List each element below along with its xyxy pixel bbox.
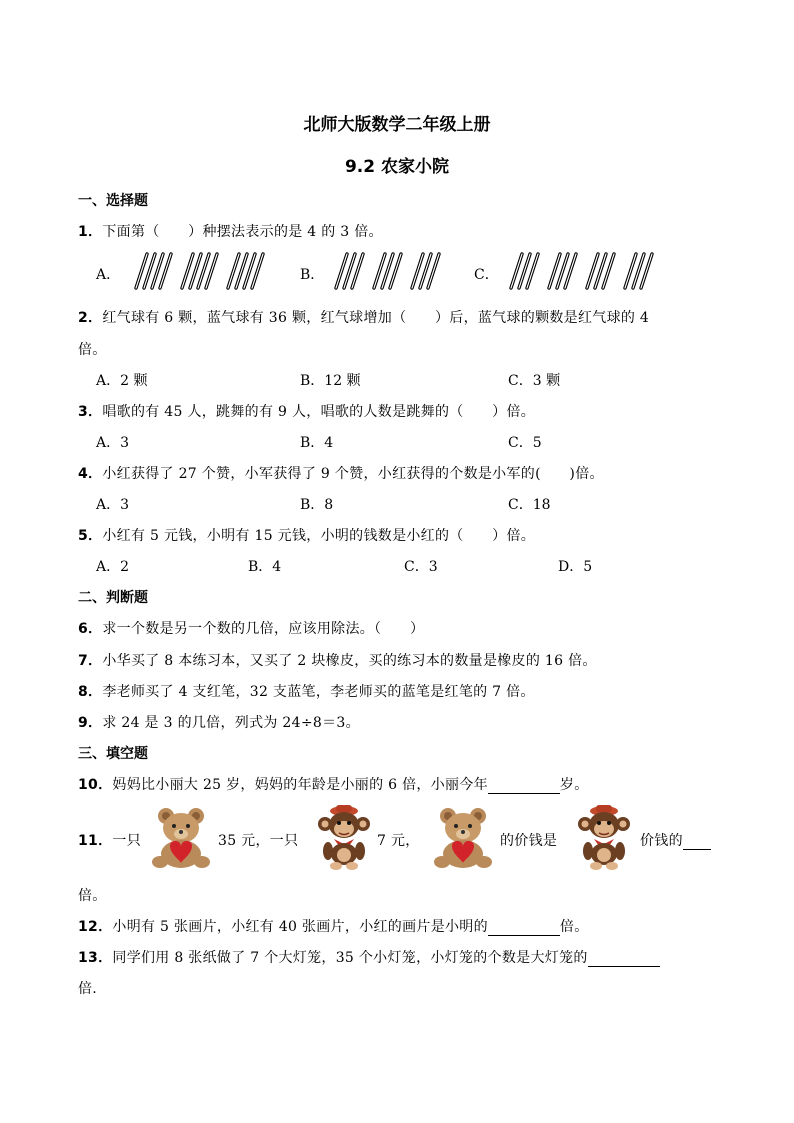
question-text: 妈妈比小丽大 25 岁，妈妈的年龄是小丽的 6 倍，小丽今年 <box>112 777 488 793</box>
sticks-option-a <box>130 250 290 292</box>
option-a: A．3 <box>96 497 130 513</box>
option-b-label: B． <box>300 267 325 283</box>
section-heading-judge: 二、判断题 <box>78 590 148 606</box>
option-a: A．2 <box>96 559 130 575</box>
question-number: 4． <box>78 466 103 482</box>
option-a: A．2 颗 <box>96 373 148 389</box>
question-4 <box>78 463 604 483</box>
question-number: 9． <box>78 715 103 731</box>
option-c: C．3 颗 <box>508 373 561 389</box>
sticks-option-c <box>505 250 690 292</box>
question-text: 求一个数是另一个数的几倍，应该用除法。（ ） <box>102 621 425 637</box>
option-c: C．18 <box>508 497 551 513</box>
question-number: 6． <box>78 621 103 637</box>
answer-blank[interactable] <box>488 778 560 794</box>
question-2 <box>78 307 649 327</box>
teddy-bear-image <box>432 806 494 870</box>
question-text: 唱歌的有 45 人，跳舞的有 9 人，唱歌的人数是跳舞的（ ）倍。 <box>102 404 536 420</box>
question-text: 同学们用 8 张纸做了 7 个大灯笼，35 个小灯笼，小灯笼的个数是大灯笼的 <box>112 950 588 966</box>
question-number: 13． <box>78 950 113 966</box>
question-number: 1． <box>78 224 103 240</box>
answer-blank[interactable] <box>683 834 711 850</box>
question-11-cont: 倍。 <box>78 888 107 904</box>
question-number: 7． <box>78 653 103 669</box>
question-11-end: 价钱的 <box>640 830 711 850</box>
question-11-middle: 的价钱是 <box>500 833 558 849</box>
teddy-bear-image <box>150 806 212 870</box>
question-2-cont: 倍。 <box>78 342 107 358</box>
option-a-label: A． <box>96 267 121 283</box>
question-13-cont: 倍. <box>78 981 98 997</box>
question-12 <box>78 916 589 936</box>
question-text: 小华买了 8 本练习本，又买了 2 块橡皮，买的练习本的数量是橡皮的 16 倍。 <box>102 653 597 669</box>
question-text: 小明有 5 张画片，小红有 40 张画片，小红的画片是小明的 <box>112 919 488 935</box>
question-11-number: 11．一只 <box>78 833 141 849</box>
section-heading-choice: 一、选择题 <box>78 193 148 209</box>
option-c: C．5 <box>508 435 542 451</box>
section-heading-fill: 三、填空题 <box>78 746 148 762</box>
question-10 <box>78 774 589 794</box>
question-number: 3． <box>78 404 103 420</box>
option-c: C．3 <box>404 559 438 575</box>
question-11-price-bear: 35 元，一只 <box>218 833 299 849</box>
option-b: B．8 <box>300 497 334 513</box>
answer-blank[interactable] <box>488 920 560 936</box>
question-text-tail: 倍。 <box>559 919 589 935</box>
question-number: 10． <box>78 777 113 793</box>
option-a: A．3 <box>96 435 130 451</box>
question-text: 小红获得了 27 个赞，小军获得了 9 个赞，小红获得的个数是小军的( )倍。 <box>102 466 604 482</box>
option-b: B．4 <box>248 559 282 575</box>
question-text: 李老师买了 4 支红笔，32 支蓝笔，李老师买的蓝笔是红笔的 7 倍。 <box>102 684 535 700</box>
question-9 <box>78 712 360 732</box>
question-text: 下面第（ ）种摆法表示的是 4 的 3 倍。 <box>102 224 383 240</box>
question-text: 求 24 是 3 的几倍，列式为 24÷8＝3。 <box>102 715 360 731</box>
question-6 <box>78 618 424 638</box>
monkey-image <box>316 804 372 870</box>
question-8 <box>78 681 535 701</box>
question-1 <box>78 221 383 241</box>
question-number: 2． <box>78 310 103 326</box>
page-subtitle: 9.2 农家小院 <box>344 157 450 177</box>
question-13 <box>78 947 660 967</box>
sticks-option-b <box>330 250 465 292</box>
question-text-tail: 岁。 <box>559 777 589 793</box>
question-5 <box>78 525 535 545</box>
question-number: 12． <box>78 919 113 935</box>
question-text: 小红有 5 元钱，小明有 15 元钱，小明的钱数是小红的（ ）倍。 <box>102 528 536 544</box>
monkey-image <box>576 804 632 870</box>
option-d: D．5 <box>558 559 593 575</box>
question-7 <box>78 650 597 670</box>
option-c-label: C． <box>474 267 499 283</box>
question-number: 5． <box>78 528 103 544</box>
option-b: B．4 <box>300 435 334 451</box>
page-title: 北师大版数学二年级上册 <box>303 115 491 135</box>
question-text: 红气球有 6 颗，蓝气球有 36 颗，红气球增加（ ）后，蓝气球的颗数是红气球的 4 <box>102 310 650 326</box>
option-b: B．12 颗 <box>300 373 361 389</box>
question-11-price-monkey: 7 元， <box>377 833 420 849</box>
question-number: 8． <box>78 684 103 700</box>
question-3 <box>78 401 535 421</box>
answer-blank[interactable] <box>588 951 660 967</box>
